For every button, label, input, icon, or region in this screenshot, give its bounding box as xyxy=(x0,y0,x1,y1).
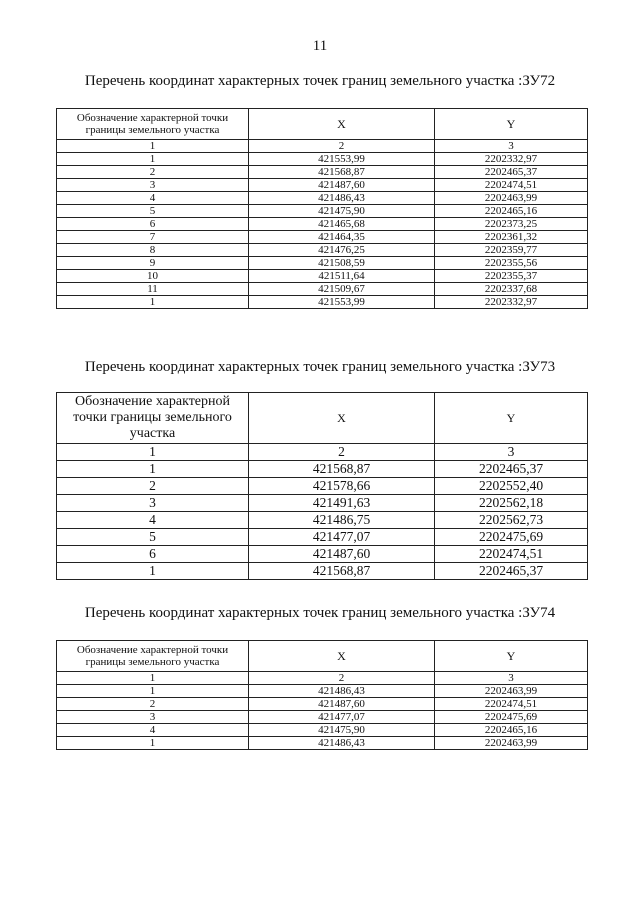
header-y: Y xyxy=(435,109,588,140)
header-point-designation: Обозначение характерной точки границы земельного участка xyxy=(57,109,249,140)
point-number-cell: 2 xyxy=(57,478,249,495)
x-coordinate-cell: 421487,60 xyxy=(249,698,435,711)
y-coordinate-cell: 2202474,51 xyxy=(435,179,588,192)
index-cell: 1 xyxy=(57,444,249,461)
y-coordinate-cell: 2202463,99 xyxy=(435,737,588,750)
table-row xyxy=(57,711,588,724)
header-point-designation: Обозначение характерной точки границы земельного участка xyxy=(57,393,249,444)
header-row xyxy=(57,109,588,140)
section-title-zu73: Перечень координат характерных точек границ земельного участка :ЗУ73 xyxy=(84,359,556,375)
header-x: X xyxy=(249,109,435,140)
section-title-zu74: Перечень координат характерных точек границ земельного участка :ЗУ74 xyxy=(84,605,556,621)
x-coordinate-cell: 421486,43 xyxy=(249,192,435,205)
point-number-cell: 1 xyxy=(57,153,249,166)
x-coordinate-cell: 421475,90 xyxy=(249,205,435,218)
point-number-cell: 4 xyxy=(57,724,249,737)
point-number-cell: 4 xyxy=(57,512,249,529)
index-cell: 3 xyxy=(435,444,588,461)
table-row xyxy=(57,153,588,166)
x-coordinate-cell: 421486,43 xyxy=(249,737,435,750)
point-number-cell: 10 xyxy=(57,270,249,283)
index-cell: 3 xyxy=(435,672,588,685)
table-row xyxy=(57,698,588,711)
table-row xyxy=(57,231,588,244)
x-coordinate-cell: 421578,66 xyxy=(249,478,435,495)
coordinates-table-zu72 xyxy=(56,108,588,309)
table-row xyxy=(57,166,588,179)
x-coordinate-cell: 421487,60 xyxy=(249,546,435,563)
y-coordinate-cell: 2202562,73 xyxy=(435,512,588,529)
coordinates-table-zu74 xyxy=(56,640,588,750)
column-index-row xyxy=(57,444,588,461)
point-number-cell: 7 xyxy=(57,231,249,244)
table-row xyxy=(57,512,588,529)
point-number-cell: 1 xyxy=(57,563,249,580)
point-number-cell: 3 xyxy=(57,711,249,724)
column-index-row xyxy=(57,672,588,685)
point-number-cell: 5 xyxy=(57,529,249,546)
y-coordinate-cell: 2202332,97 xyxy=(435,296,588,309)
point-number-cell: 1 xyxy=(57,296,249,309)
point-number-cell: 1 xyxy=(57,685,249,698)
x-coordinate-cell: 421568,87 xyxy=(249,563,435,580)
x-coordinate-cell: 421477,07 xyxy=(249,711,435,724)
header-x: X xyxy=(249,393,435,444)
point-number-cell: 3 xyxy=(57,179,249,192)
x-coordinate-cell: 421487,60 xyxy=(249,179,435,192)
header-y: Y xyxy=(435,641,588,672)
y-coordinate-cell: 2202465,37 xyxy=(435,166,588,179)
y-coordinate-cell: 2202337,68 xyxy=(435,283,588,296)
table-row xyxy=(57,270,588,283)
index-cell: 3 xyxy=(435,140,588,153)
point-number-cell: 1 xyxy=(57,461,249,478)
table-row xyxy=(57,205,588,218)
section-title-zu72: Перечень координат характерных точек границ земельного участка :ЗУ72 xyxy=(84,73,556,89)
y-coordinate-cell: 2202465,37 xyxy=(435,461,588,478)
header-row xyxy=(57,641,588,672)
header-x: X xyxy=(249,641,435,672)
point-number-cell: 5 xyxy=(57,205,249,218)
x-coordinate-cell: 421553,99 xyxy=(249,153,435,166)
y-coordinate-cell: 2202359,77 xyxy=(435,244,588,257)
y-coordinate-cell: 2202465,37 xyxy=(435,563,588,580)
x-coordinate-cell: 421464,35 xyxy=(249,231,435,244)
index-cell: 2 xyxy=(249,140,435,153)
x-coordinate-cell: 421553,99 xyxy=(249,296,435,309)
point-number-cell: 4 xyxy=(57,192,249,205)
header-row xyxy=(57,393,588,444)
table-row xyxy=(57,283,588,296)
x-coordinate-cell: 421568,87 xyxy=(249,461,435,478)
y-coordinate-cell: 2202355,56 xyxy=(435,257,588,270)
y-coordinate-cell: 2202552,40 xyxy=(435,478,588,495)
y-coordinate-cell: 2202465,16 xyxy=(435,724,588,737)
table-row xyxy=(57,563,588,580)
table-row xyxy=(57,192,588,205)
table-row xyxy=(57,724,588,737)
coordinates-table-zu73 xyxy=(56,392,588,580)
point-number-cell: 3 xyxy=(57,495,249,512)
y-coordinate-cell: 2202475,69 xyxy=(435,711,588,724)
table-row xyxy=(57,218,588,231)
table-row xyxy=(57,179,588,192)
y-coordinate-cell: 2202562,18 xyxy=(435,495,588,512)
y-coordinate-cell: 2202475,69 xyxy=(435,529,588,546)
point-number-cell: 2 xyxy=(57,698,249,711)
x-coordinate-cell: 421509,67 xyxy=(249,283,435,296)
table-row xyxy=(57,685,588,698)
table-row xyxy=(57,478,588,495)
point-number-cell: 8 xyxy=(57,244,249,257)
y-coordinate-cell: 2202463,99 xyxy=(435,192,588,205)
x-coordinate-cell: 421465,68 xyxy=(249,218,435,231)
table-row xyxy=(57,529,588,546)
x-coordinate-cell: 421508,59 xyxy=(249,257,435,270)
y-coordinate-cell: 2202361,32 xyxy=(435,231,588,244)
column-index-row xyxy=(57,140,588,153)
table-row xyxy=(57,461,588,478)
x-coordinate-cell: 421486,43 xyxy=(249,685,435,698)
point-number-cell: 1 xyxy=(57,737,249,750)
y-coordinate-cell: 2202474,51 xyxy=(435,698,588,711)
index-cell: 2 xyxy=(249,444,435,461)
header-y: Y xyxy=(435,393,588,444)
table-row xyxy=(57,296,588,309)
y-coordinate-cell: 2202463,99 xyxy=(435,685,588,698)
point-number-cell: 6 xyxy=(57,218,249,231)
x-coordinate-cell: 421511,64 xyxy=(249,270,435,283)
x-coordinate-cell: 421486,75 xyxy=(249,512,435,529)
y-coordinate-cell: 2202465,16 xyxy=(435,205,588,218)
point-number-cell: 9 xyxy=(57,257,249,270)
index-cell: 1 xyxy=(57,672,249,685)
table-row xyxy=(57,244,588,257)
table-row xyxy=(57,257,588,270)
point-number-cell: 6 xyxy=(57,546,249,563)
table-row xyxy=(57,737,588,750)
point-number-cell: 2 xyxy=(57,166,249,179)
index-cell: 2 xyxy=(249,672,435,685)
x-coordinate-cell: 421477,07 xyxy=(249,529,435,546)
x-coordinate-cell: 421568,87 xyxy=(249,166,435,179)
x-coordinate-cell: 421476,25 xyxy=(249,244,435,257)
y-coordinate-cell: 2202355,37 xyxy=(435,270,588,283)
header-point-designation: Обозначение характерной точки границы земельного участка xyxy=(57,641,249,672)
table-row xyxy=(57,495,588,512)
table-row xyxy=(57,546,588,563)
y-coordinate-cell: 2202332,97 xyxy=(435,153,588,166)
x-coordinate-cell: 421475,90 xyxy=(249,724,435,737)
x-coordinate-cell: 421491,63 xyxy=(249,495,435,512)
y-coordinate-cell: 2202373,25 xyxy=(435,218,588,231)
y-coordinate-cell: 2202474,51 xyxy=(435,546,588,563)
point-number-cell: 11 xyxy=(57,283,249,296)
page-number: 11 xyxy=(312,38,328,54)
index-cell: 1 xyxy=(57,140,249,153)
